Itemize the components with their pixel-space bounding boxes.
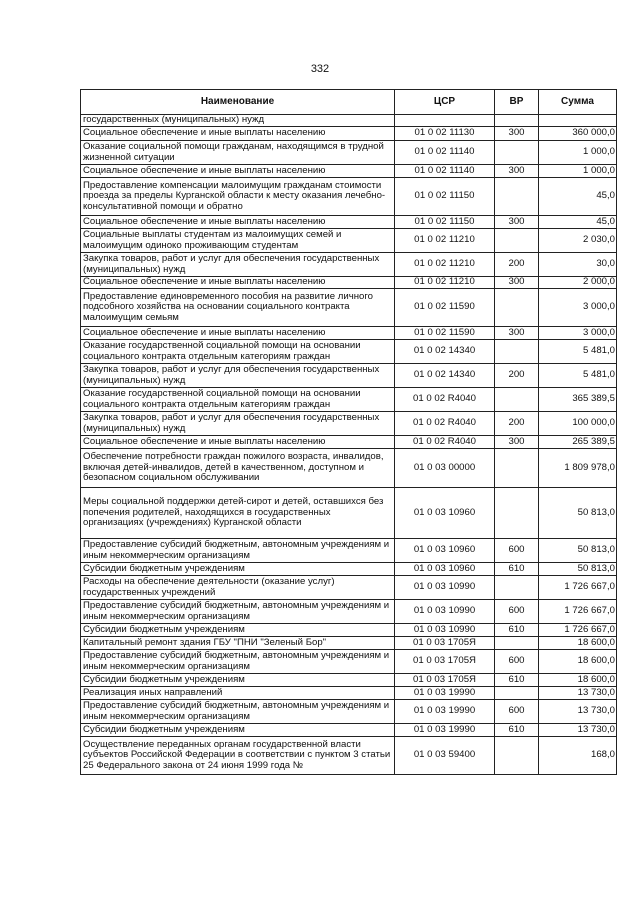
- cell-vr-code: [495, 637, 539, 650]
- cell-csr-code: 01 0 03 10960: [395, 539, 495, 563]
- cell-vr-code: 300: [495, 127, 539, 141]
- cell-csr-code: 01 0 03 1705Я: [395, 650, 495, 674]
- table-row: [81, 687, 617, 700]
- cell-name: Социальное обеспечение и иные выплаты населению: [81, 436, 395, 449]
- table-row: [81, 412, 617, 436]
- table-row: [81, 624, 617, 637]
- cell-csr-code: 01 0 03 1705Я: [395, 637, 495, 650]
- column-header-vr: ВР: [495, 90, 539, 115]
- cell-name: Осуществление переданных органам государственной власти субъектов Российской Федерации в соответствии с пунктом 3 статьи 25 Федерального закона от 24 июня 1999 года №: [81, 737, 395, 775]
- table-row: [81, 253, 617, 277]
- cell-sum: 18 600,0: [539, 650, 617, 674]
- table-row: [81, 364, 617, 388]
- cell-sum: 1 000,0: [539, 165, 617, 178]
- column-header-name: Наименование: [81, 90, 395, 115]
- cell-csr-code: 01 0 03 00000: [395, 449, 495, 488]
- table-row: [81, 674, 617, 687]
- cell-sum: 265 389,5: [539, 436, 617, 449]
- cell-name: государственных (муниципальных) нужд: [81, 115, 395, 127]
- cell-sum: 2 030,0: [539, 229, 617, 253]
- table-row: [81, 229, 617, 253]
- cell-name: Социальное обеспечение и иные выплаты населению: [81, 216, 395, 229]
- cell-name: Субсидии бюджетным учреждениям: [81, 563, 395, 576]
- cell-csr-code: 01 0 03 10990: [395, 624, 495, 637]
- cell-vr-code: [495, 737, 539, 775]
- cell-vr-code: 300: [495, 216, 539, 229]
- cell-name: Предоставление субсидий бюджетным, автономным учреждениям и иным некоммерческим организациям: [81, 600, 395, 624]
- cell-csr-code: 01 0 02 11210: [395, 229, 495, 253]
- cell-csr-code: [395, 115, 495, 127]
- cell-vr-code: 600: [495, 650, 539, 674]
- cell-sum: 5 481,0: [539, 340, 617, 364]
- cell-name: Социальное обеспечение и иные выплаты населению: [81, 127, 395, 141]
- cell-sum: 365 389,5: [539, 388, 617, 412]
- cell-name: Расходы на обеспечение деятельности (оказание услуг) государственных учреждений: [81, 576, 395, 600]
- cell-sum: 360 000,0: [539, 127, 617, 141]
- cell-name: Предоставление субсидий бюджетным, автономным учреждениям и иным некоммерческим организациям: [81, 700, 395, 724]
- cell-vr-code: 200: [495, 412, 539, 436]
- cell-sum: 45,0: [539, 216, 617, 229]
- cell-name: Социальное обеспечение и иные выплаты населению: [81, 277, 395, 289]
- cell-csr-code: 01 0 03 19990: [395, 687, 495, 700]
- cell-vr-code: 300: [495, 436, 539, 449]
- cell-sum: 1 809 978,0: [539, 449, 617, 488]
- cell-sum: 168,0: [539, 737, 617, 775]
- cell-sum: 100 000,0: [539, 412, 617, 436]
- cell-vr-code: 300: [495, 165, 539, 178]
- table-row: [81, 563, 617, 576]
- table-row: [81, 327, 617, 340]
- cell-csr-code: 01 0 02 11210: [395, 253, 495, 277]
- table-row: [81, 576, 617, 600]
- cell-sum: 18 600,0: [539, 637, 617, 650]
- table-row: [81, 277, 617, 289]
- cell-name: Субсидии бюджетным учреждениям: [81, 674, 395, 687]
- cell-csr-code: 01 0 02 R4040: [395, 388, 495, 412]
- cell-name: Закупка товаров, работ и услуг для обеспечения государственных (муниципальных) нужд: [81, 253, 395, 277]
- cell-sum: 13 730,0: [539, 687, 617, 700]
- cell-sum: 2 000,0: [539, 277, 617, 289]
- cell-vr-code: [495, 488, 539, 539]
- cell-csr-code: 01 0 02 11150: [395, 178, 495, 216]
- cell-sum: 50 813,0: [539, 488, 617, 539]
- cell-vr-code: 600: [495, 700, 539, 724]
- cell-csr-code: 01 0 03 10990: [395, 576, 495, 600]
- table-row: [81, 539, 617, 563]
- cell-vr-code: [495, 388, 539, 412]
- cell-vr-code: [495, 449, 539, 488]
- cell-name: Предоставление субсидий бюджетным, автономным учреждениям и иным некоммерческим организациям: [81, 650, 395, 674]
- cell-sum: 1 726 667,0: [539, 624, 617, 637]
- cell-csr-code: 01 0 02 14340: [395, 340, 495, 364]
- cell-vr-code: [495, 229, 539, 253]
- cell-name: Закупка товаров, работ и услуг для обеспечения государственных (муниципальных) нужд: [81, 364, 395, 388]
- cell-name: Закупка товаров, работ и услуг для обеспечения государственных (муниципальных) нужд: [81, 412, 395, 436]
- table-row: [81, 178, 617, 216]
- cell-vr-code: [495, 576, 539, 600]
- cell-sum: 1 000,0: [539, 141, 617, 165]
- table-row: [81, 737, 617, 775]
- cell-name: Капитальный ремонт здания ГБУ "ПНИ "Зеленый Бор": [81, 637, 395, 650]
- table-row: [81, 127, 617, 141]
- table-row: [81, 724, 617, 737]
- cell-vr-code: 600: [495, 600, 539, 624]
- cell-csr-code: 01 0 03 59400: [395, 737, 495, 775]
- table-row: [81, 141, 617, 165]
- cell-csr-code: 01 0 02 R4040: [395, 436, 495, 449]
- column-header-sum: Сумма: [539, 90, 617, 115]
- cell-vr-code: 200: [495, 364, 539, 388]
- cell-csr-code: 01 0 02 11130: [395, 127, 495, 141]
- cell-name: Оказание государственной социальной помощи на основании социального контракта отдельным категориям граждан: [81, 340, 395, 364]
- cell-sum: 1 726 667,0: [539, 600, 617, 624]
- table-row: [81, 289, 617, 327]
- cell-csr-code: 01 0 02 11590: [395, 327, 495, 340]
- table-body: [81, 115, 617, 775]
- table-row: [81, 340, 617, 364]
- cell-name: Меры социальной поддержки детей-сирот и детей, оставшихся без попечения родителей, находящихся в государственных организациях (учреждениях) Курганской области: [81, 488, 395, 539]
- cell-name: Обеспечение потребности граждан пожилого возраста, инвалидов, включая детей-инвалидов, детей в качественном, доступном и безопасном социальном обслуживании: [81, 449, 395, 488]
- cell-vr-code: [495, 115, 539, 127]
- cell-sum: 30,0: [539, 253, 617, 277]
- cell-vr-code: [495, 687, 539, 700]
- table-row: [81, 216, 617, 229]
- cell-name: Предоставление единовременного пособия на развитие личного подсобного хозяйства на основании социального контракта малоимущим семьям: [81, 289, 395, 327]
- cell-name: Оказание социальной помощи гражданам, находящимся в трудной жизненной ситуации: [81, 141, 395, 165]
- cell-vr-code: 300: [495, 327, 539, 340]
- cell-csr-code: 01 0 02 11140: [395, 141, 495, 165]
- cell-name: Социальное обеспечение и иные выплаты населению: [81, 327, 395, 340]
- cell-sum: 13 730,0: [539, 700, 617, 724]
- table-header-row: [81, 90, 617, 115]
- cell-name: Предоставление компенсации малоимущим гражданам стоимости проезда за пределы Курганской области к месту оказания лечебно-консультативной помощи и обратно: [81, 178, 395, 216]
- cell-name: Реализация иных направлений: [81, 687, 395, 700]
- cell-vr-code: 610: [495, 624, 539, 637]
- cell-name: Предоставление субсидий бюджетным, автономным учреждениям и иным некоммерческим организациям: [81, 539, 395, 563]
- cell-sum: [539, 115, 617, 127]
- cell-vr-code: [495, 289, 539, 327]
- cell-csr-code: 01 0 02 11590: [395, 289, 495, 327]
- table-row: [81, 115, 617, 127]
- table-row: [81, 165, 617, 178]
- table-row: [81, 388, 617, 412]
- cell-vr-code: [495, 141, 539, 165]
- column-header-csr: ЦСР: [395, 90, 495, 115]
- cell-name: Социальные выплаты студентам из малоимущих семей и малоимущим одиноко проживающим студентам: [81, 229, 395, 253]
- table-row: [81, 700, 617, 724]
- cell-sum: 50 813,0: [539, 563, 617, 576]
- cell-name: Субсидии бюджетным учреждениям: [81, 624, 395, 637]
- cell-csr-code: 01 0 02 11140: [395, 165, 495, 178]
- cell-sum: 13 730,0: [539, 724, 617, 737]
- cell-vr-code: 300: [495, 277, 539, 289]
- cell-csr-code: 01 0 02 11150: [395, 216, 495, 229]
- cell-vr-code: 200: [495, 253, 539, 277]
- cell-name: Оказание государственной социальной помощи на основании социального контракта отдельным категориям граждан: [81, 388, 395, 412]
- cell-vr-code: 610: [495, 674, 539, 687]
- cell-sum: 50 813,0: [539, 539, 617, 563]
- cell-csr-code: 01 0 03 10990: [395, 600, 495, 624]
- table-row: [81, 488, 617, 539]
- table-row: [81, 650, 617, 674]
- cell-vr-code: 600: [495, 539, 539, 563]
- cell-csr-code: 01 0 02 11210: [395, 277, 495, 289]
- cell-csr-code: 01 0 03 10960: [395, 563, 495, 576]
- cell-vr-code: 610: [495, 563, 539, 576]
- page-number: 332: [310, 63, 330, 75]
- cell-sum: 3 000,0: [539, 327, 617, 340]
- table-row: [81, 436, 617, 449]
- cell-csr-code: 01 0 03 1705Я: [395, 674, 495, 687]
- cell-name: Субсидии бюджетным учреждениям: [81, 724, 395, 737]
- cell-csr-code: 01 0 02 R4040: [395, 412, 495, 436]
- cell-sum: 1 726 667,0: [539, 576, 617, 600]
- table-row: [81, 449, 617, 488]
- cell-vr-code: 610: [495, 724, 539, 737]
- cell-vr-code: [495, 178, 539, 216]
- cell-sum: 18 600,0: [539, 674, 617, 687]
- cell-name: Социальное обеспечение и иные выплаты населению: [81, 165, 395, 178]
- cell-csr-code: 01 0 03 10960: [395, 488, 495, 539]
- cell-csr-code: 01 0 02 14340: [395, 364, 495, 388]
- cell-csr-code: 01 0 03 19990: [395, 700, 495, 724]
- table-row: [81, 600, 617, 624]
- cell-sum: 5 481,0: [539, 364, 617, 388]
- budget-table: [80, 89, 617, 775]
- table-row: [81, 637, 617, 650]
- cell-sum: 45,0: [539, 178, 617, 216]
- cell-vr-code: [495, 340, 539, 364]
- cell-csr-code: 01 0 03 19990: [395, 724, 495, 737]
- cell-sum: 3 000,0: [539, 289, 617, 327]
